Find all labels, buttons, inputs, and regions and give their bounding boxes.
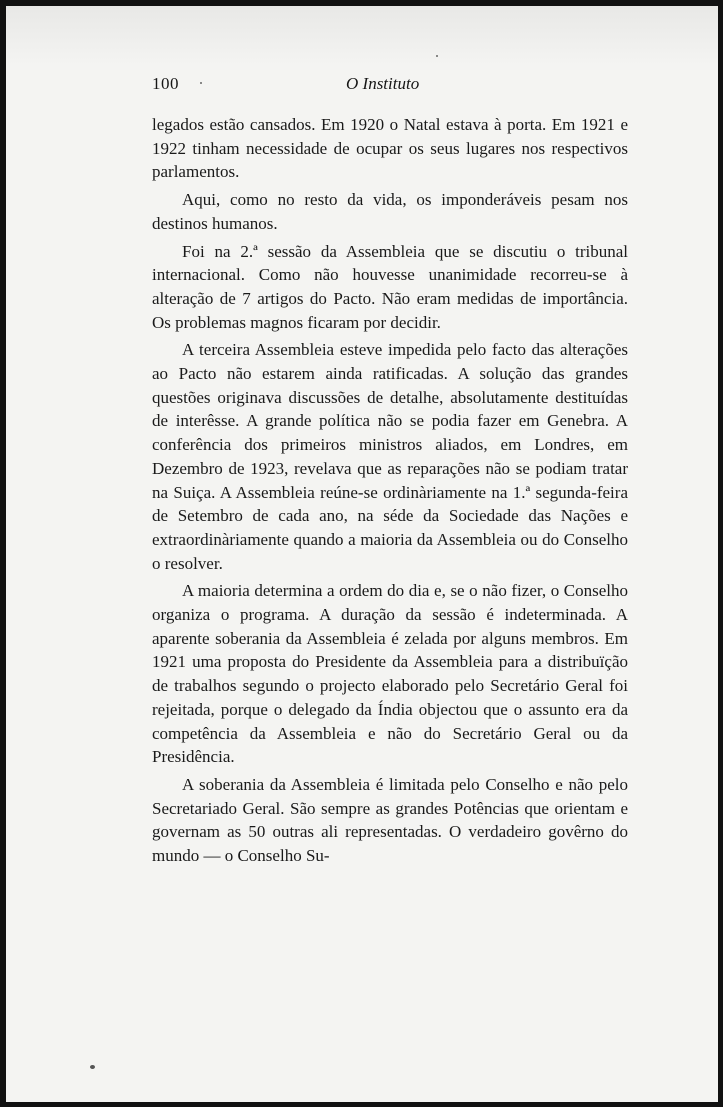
paragraph: A soberania da Assembleia é limitada pelo Conselho e não pelo Secretariado Geral. São sempre as grandes Potências que orientam e governam as 50 outras ali representadas. O verdadeiro govêrno do mundo — o Conselho Su- bbox=[152, 774, 628, 866]
page-header bbox=[152, 74, 624, 98]
paragraph: A terceira Assembleia esteve impedida pelo facto das alterações ao Pacto não estarem ainda ratificadas. A solução das grandes questões originava discussões de detalhe, absolutamente destituídas de interêsse. A grande política não se podia fazer em Genebra. A conferência dos primeiros ministros aliados, em Londres, em Dezembro de 1923, revelava que as reparações não se podiam tratar na Suiça. A Assembleia reúne-se ordinàriamente na 1.ª segunda-feira de Setembro de cada ano, na séde da Sociedade das Nações e extraordinàriamente quando a maioria da Assembleia ou do Conselho o resolver. bbox=[152, 340, 628, 573]
page-number: 100 bbox=[152, 74, 179, 93]
scan-speck bbox=[90, 1065, 95, 1069]
paragraph: A maioria determina a ordem do dia e, se o não fizer, o Conselho organiza o programa. A duração da sessão é indeterminada. A aparente soberania da Assembleia é zelada por alguns membros. Em 1921 uma proposta do Presidente da Assembleia para a distribuïção de trabalhos segundo o projecto elaborado pelo Secretário Geral foi rejeitada, porque o delegado da Índia objectou que o assunto era da competência da Assembleia e não do Secretário Geral ou da Presidência. bbox=[152, 581, 628, 767]
paragraph: Foi na 2.ª sessão da Assembleia que se discutiu o tribunal internacional. Como não houvesse unanimidade recorreu-se à alteração de 7 artigos do Pacto. Não eram medidas de importância. Os problemas magnos ficaram por decidir. bbox=[152, 241, 628, 332]
scan-speck bbox=[436, 55, 438, 57]
paragraph: legados estão cansados. Em 1920 o Natal estava à porta. Em 1921 e 1922 tinham necessidade de ocupar os seus lugares nos respectivos parlamentos. bbox=[152, 115, 628, 182]
scan-speck bbox=[200, 82, 202, 84]
paragraph: Aqui, como no resto da vida, os imponderáveis pesam nos destinos humanos. bbox=[152, 190, 628, 233]
body-text bbox=[152, 113, 628, 872]
running-head: O Instituto bbox=[346, 74, 420, 93]
